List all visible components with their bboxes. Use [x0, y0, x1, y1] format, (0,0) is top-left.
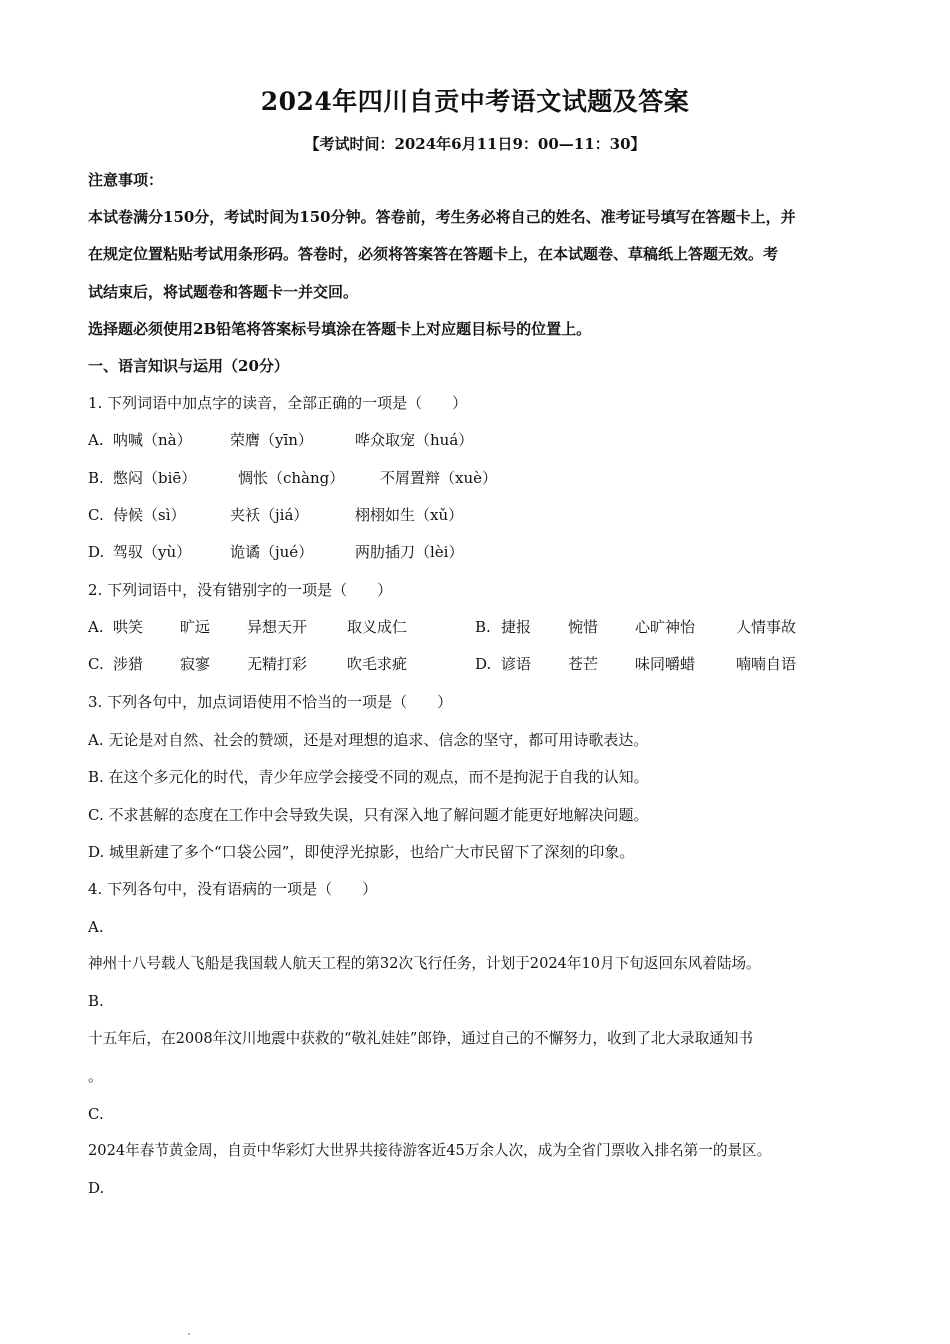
option-item: 旷远	[180, 618, 211, 636]
option-label: B.	[475, 618, 491, 636]
question-2-stem: 2. 下列词语中，没有错别字的一项是（ ）	[88, 581, 393, 599]
option-item: 两肋插刀（lèi）	[355, 543, 464, 561]
option-line: A. 无论是对自然、社会的赞颂，还是对理想的追求、信念的坚守，都可用诗歌表达。	[88, 731, 649, 749]
notice-line: 试结束后，将试题卷和答题卡一并交回。	[88, 283, 359, 301]
option-item: 吹毛求疵	[347, 655, 408, 673]
page-title: 2024年四川自贡中考语文试题及答案	[260, 87, 690, 116]
option-text: 十五年后，在2008年汶川地震中获救的“敬礼娃娃”郎铮，通过自己的不懈努力，收到了北大录取通知书	[88, 1030, 754, 1047]
notice-line: 在规定位置粘贴考试用条形码。答卷时，必须将答案答在答题卡上，在本试题卷、草稿纸上答题无效。考	[88, 245, 779, 263]
question-1-stem: 1. 下列词语中加点字的读音，全部正确的一项是（ ）	[88, 394, 468, 412]
option-item: 人情事故	[736, 618, 797, 636]
option-item: 取义成仁	[347, 618, 408, 636]
option-label: D.	[88, 1179, 105, 1197]
option-item: 心旷神怡	[635, 618, 696, 636]
section-heading: 一、语言知识与运用（20分）	[88, 357, 289, 375]
option-item: 苍芒	[568, 655, 599, 673]
option-label: B.	[88, 469, 104, 487]
option-label: D.	[475, 655, 492, 673]
option-label: A.	[88, 431, 104, 449]
option-item: 夹袄（jiá）	[230, 506, 309, 524]
option-item: 异想天开	[247, 618, 308, 636]
option-item: 侍候（sì）	[113, 506, 186, 524]
option-text: 神州十八号载人飞船是我国载人航天工程的第32次飞行任务，计划于2024年10月下旬返回东风着陆场。	[88, 955, 761, 972]
option-label: B.	[88, 992, 104, 1010]
option-item: 不屑置辩（xuè）	[380, 469, 497, 487]
option-item: 味同嚼蜡	[635, 655, 696, 673]
option-item: 哗众取宠（huá）	[355, 431, 474, 449]
question-3-stem: 3. 下列各句中，加点词语使用不恰当的一项是（ ）	[88, 693, 453, 711]
scan-speck	[188, 1333, 190, 1335]
option-item: 寂寥	[180, 655, 211, 673]
option-item: 荣膺（yīn）	[230, 431, 313, 449]
option-item: 哄笑	[113, 618, 144, 636]
option-item: 惋惜	[568, 618, 599, 636]
option-item: 诡谲（jué）	[230, 543, 314, 561]
option-label: C.	[88, 506, 104, 524]
option-label: A.	[88, 918, 104, 936]
option-label: A.	[88, 618, 104, 636]
question-4-stem: 4. 下列各句中，没有语病的一项是（ ）	[88, 880, 378, 898]
option-item: 栩栩如生（xǔ）	[355, 506, 464, 524]
option-item: 捷报	[501, 618, 532, 636]
option-line: C. 不求甚解的态度在工作中会导致失误，只有深入地了解问题才能更好地解决问题。	[88, 806, 649, 824]
option-item: 驾驭（yù）	[113, 543, 192, 561]
notice-line: 选择题必须使用2B铅笔将答案标号填涂在答题卡上对应题目标号的位置上。	[88, 320, 592, 338]
option-line: D. 城里新建了多个“口袋公园”，即使浮光掠影，也给广大市民留下了深刻的印象。	[88, 843, 635, 861]
option-item: 无精打彩	[247, 655, 308, 673]
option-label: C.	[88, 1105, 104, 1123]
option-item: 谚语	[501, 655, 532, 673]
option-line: B. 在这个多元化的时代，青少年应学会接受不同的观点，而不是拘泥于自我的认知。	[88, 768, 649, 786]
option-label: D.	[88, 543, 105, 561]
option-item: 喃喃自语	[736, 655, 797, 673]
notice-heading: 注意事项：	[88, 171, 164, 189]
option-item: 呐喊（nà）	[113, 431, 192, 449]
option-item: 涉猎	[113, 655, 144, 673]
option-item: 憋闷（biē）	[113, 469, 197, 487]
exam-time: 【考试时间：2024年6月11日9：00—11：30】	[304, 135, 646, 153]
option-text: 2024年春节黄金周，自贡中华彩灯大世界共接待游客近45万余人次，成为全省门票收入排名第一的景区。	[88, 1142, 772, 1159]
option-label: C.	[88, 655, 104, 673]
option-item: 惆怅（chàng）	[238, 469, 345, 487]
notice-line: 本试卷满分150分，考试时间为150分钟。答卷前，考生务必将自己的姓名、准考证号填写在答题卡上，并	[88, 208, 796, 226]
option-text-continuation: 。	[88, 1067, 104, 1085]
